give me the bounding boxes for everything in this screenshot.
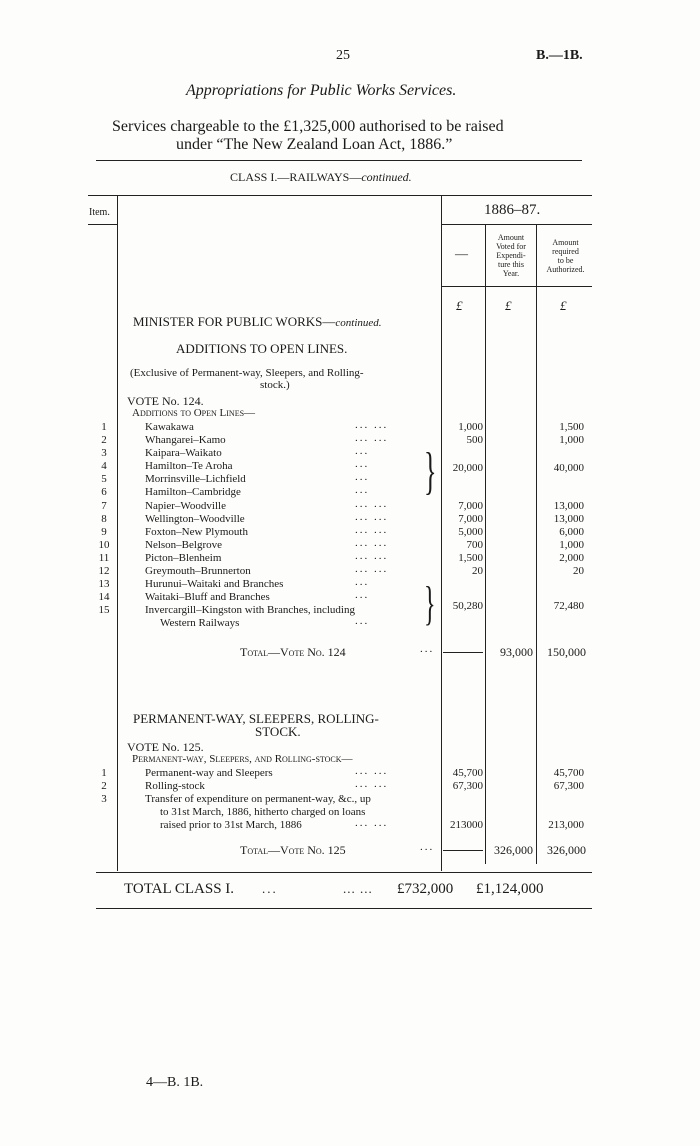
amount-value: 20 [472, 565, 483, 577]
dot-leader: ... ... [355, 817, 389, 829]
grouping-brace: } [424, 443, 437, 500]
vote-subheading: Additions to Open Lines— [132, 407, 256, 419]
amount-value: 1,000 [458, 421, 483, 433]
line-name: Hurunui–Waitaki and Branches [145, 578, 284, 590]
table-bottom-rule [96, 872, 592, 873]
vote-heading: VOTE No. 124. [127, 394, 204, 408]
total-vote-125-label: Total—Vote No. 125 [240, 843, 346, 857]
line-name: Morrinsville–Lichfield [145, 473, 246, 485]
amount-column-rule-2 [485, 224, 486, 864]
section-note: (Exclusive of Permanent-way, Sleepers, and Rolling- [130, 367, 364, 379]
minister-heading-cont: continued. [335, 317, 382, 329]
class-heading-cont: continued. [361, 170, 412, 184]
printer-signature: 4—B. 1B. [146, 1075, 204, 1090]
amount-required: 2,000 [559, 552, 584, 564]
total-rule [443, 850, 483, 851]
year-underline [441, 224, 592, 225]
amount-required: 20 [573, 565, 584, 577]
line-name: Invercargill–Kingston with Branches, including [145, 604, 355, 616]
section-heading-additions: ADDITIONS TO OPEN LINES. [176, 341, 348, 356]
section-heading-permanent-way-cont: STOCK. [255, 724, 301, 739]
line-name: Greymouth–Brunnerton [145, 565, 251, 577]
item-number: 8 [101, 513, 107, 525]
item-number: 2 [101, 780, 107, 792]
voted-header-line: Amount [497, 233, 525, 242]
item-number: 7 [101, 500, 107, 512]
column-dash: — [455, 246, 468, 261]
amount-value: 5,000 [458, 526, 483, 538]
total-required: 150,000 [547, 645, 586, 659]
section-note: stock.) [260, 379, 290, 391]
required-column-header [537, 238, 594, 274]
minister-heading-text: MINISTER FOR PUBLIC WORKS— [133, 314, 336, 329]
amount-value: 45,700 [452, 767, 483, 779]
dot-leader: ... ... [355, 537, 389, 549]
amount-value: 67,300 [452, 780, 483, 792]
amount-column-rule-1 [441, 195, 442, 871]
dot-leader: ... [420, 841, 435, 853]
item-number: 15 [98, 604, 110, 616]
required-header-line: to be [557, 256, 574, 265]
dot-leader: ... [262, 881, 278, 896]
dot-leader: ... [355, 445, 370, 457]
grand-total-required: £1,124,000 [476, 881, 544, 897]
amount-value: 7,000 [458, 500, 483, 512]
minister-heading [133, 314, 382, 330]
amount-required: 1,000 [559, 539, 584, 551]
line-name: Napier–Woodville [145, 500, 226, 512]
line-name: Permanent-way and Sleepers [145, 767, 273, 779]
dot-leader: ... ... [355, 524, 389, 536]
line-name-continued: raised prior to 31st March, 1886 [160, 819, 302, 831]
voted-header-line: Year. [502, 269, 520, 278]
total-required: 326,000 [547, 843, 586, 857]
item-column-header: Item. [89, 207, 110, 218]
dot-leader: ... [355, 484, 370, 496]
amount-value: 50,280 [452, 600, 483, 612]
dot-leader: ... [420, 643, 435, 655]
line-name: Wellington–Woodville [145, 513, 245, 525]
section-heading-permanent-way: PERMANENT-WAY, SLEEPERS, ROLLING- [133, 711, 379, 726]
subtitle-line-2: under “The New Zealand Loan Act, 1886.” [176, 136, 453, 153]
dot-leader: ... ... [355, 511, 389, 523]
item-number: 9 [101, 526, 107, 538]
line-name: Kawakawa [145, 421, 194, 433]
dot-leader: ... ... [343, 881, 373, 896]
line-name: Rolling-stock [145, 780, 205, 792]
dot-leader: ... ... [355, 498, 389, 510]
vote-heading: VOTE No. 125. [127, 740, 204, 754]
item-number: 5 [101, 473, 107, 485]
line-name: Picton–Blenheim [145, 552, 222, 564]
page-number: 25 [336, 48, 350, 63]
bottom-rule [96, 908, 592, 909]
amount-value: 213000 [450, 819, 483, 831]
line-name: Kaipara–Waikato [145, 447, 222, 459]
item-number: 14 [98, 591, 110, 603]
total-voted: 93,000 [500, 645, 533, 659]
voted-header-line: Expendi- [496, 251, 526, 260]
amount-column-rule-3 [536, 224, 537, 864]
voted-column-header [486, 233, 536, 278]
dot-leader: ... ... [355, 765, 389, 777]
currency-symbol: £ [560, 298, 567, 313]
dot-leader: ... ... [355, 419, 389, 431]
amount-required: 1,000 [559, 434, 584, 446]
item-number: 13 [98, 578, 110, 590]
dot-leader: ... [355, 615, 370, 627]
line-name: Waitaki–Bluff and Branches [145, 591, 270, 603]
amount-value: 500 [466, 434, 483, 446]
item-column-rule [117, 195, 118, 871]
required-header-line: required [552, 247, 579, 256]
line-name: Hamilton–Te Aroha [145, 460, 233, 472]
dot-leader: ... ... [355, 550, 389, 562]
item-number: 10 [98, 539, 110, 551]
dot-leader: ... ... [355, 778, 389, 790]
amount-required: 6,000 [559, 526, 584, 538]
item-number: 2 [101, 434, 107, 446]
page-title: Appropriations for Public Works Services. [186, 82, 457, 99]
amount-required: 40,000 [553, 462, 584, 474]
rule [96, 160, 582, 161]
amount-required: 1,500 [559, 421, 584, 433]
currency-symbol: £ [505, 298, 512, 313]
item-number: 6 [101, 486, 107, 498]
amount-required: 45,700 [553, 767, 584, 779]
dot-leader: ... ... [355, 563, 389, 575]
grouping-brace: } [424, 577, 436, 630]
grand-total-voted: £732,000 [397, 881, 454, 897]
item-header-rule [88, 224, 117, 225]
column-header-rule [441, 286, 592, 287]
voted-header-line: ture this [498, 260, 524, 269]
line-name: Transfer of expenditure on permanent-way, &c., up [145, 793, 371, 805]
total-vote-124-label: Total—Vote No. 124 [240, 645, 346, 659]
document-reference: B.—1B. [536, 48, 583, 63]
line-name: Nelson–Belgrove [145, 539, 222, 551]
item-number: 11 [98, 552, 110, 564]
currency-symbol: £ [456, 298, 463, 313]
voted-header-line: Voted for [496, 242, 526, 251]
year-heading: 1886–87. [484, 202, 541, 218]
line-name: Foxton–New Plymouth [145, 526, 248, 538]
item-number: 1 [101, 767, 107, 779]
amount-required: 13,000 [553, 500, 584, 512]
amount-required: 213,000 [548, 819, 584, 831]
grand-total-label: TOTAL CLASS I. [124, 881, 235, 897]
item-number: 3 [101, 793, 107, 805]
item-number: 4 [101, 460, 107, 472]
dot-leader: ... [355, 471, 370, 483]
line-name-continued: to 31st March, 1886, hitherto charged on loans [160, 806, 366, 818]
amount-required: 13,000 [553, 513, 584, 525]
dot-leader: ... [355, 458, 370, 470]
line-name: Hamilton–Cambridge [145, 486, 241, 498]
subtitle-line-1: Services chargeable to the £1,325,000 authorised to be raised [112, 118, 504, 135]
item-number: 12 [98, 565, 110, 577]
amount-value: 700 [466, 539, 483, 551]
total-rule [443, 652, 483, 653]
item-number: 3 [101, 447, 107, 459]
required-header-line: Authorized. [546, 265, 585, 274]
line-name-continued: Western Railways [160, 617, 240, 629]
required-header-line: Amount [552, 238, 579, 247]
vote-subheading: Permanent-way, Sleepers, and Rolling-stock— [132, 753, 353, 765]
line-name: Whangarei–Kamo [145, 434, 226, 446]
item-number: 1 [101, 421, 107, 433]
total-voted: 326,000 [494, 843, 533, 857]
class-heading-text: CLASS I.—RAILWAYS— [230, 170, 362, 184]
dot-leader: ... [355, 589, 370, 601]
amount-value: 7,000 [458, 513, 483, 525]
amount-value: 20,000 [452, 462, 483, 474]
amount-required: 67,300 [553, 780, 584, 792]
amount-value: 1,500 [458, 552, 483, 564]
dot-leader: ... ... [355, 432, 389, 444]
dot-leader: ... [355, 576, 370, 588]
class-heading [230, 170, 412, 185]
amount-required: 72,480 [553, 600, 584, 612]
table-top-rule [88, 195, 592, 196]
